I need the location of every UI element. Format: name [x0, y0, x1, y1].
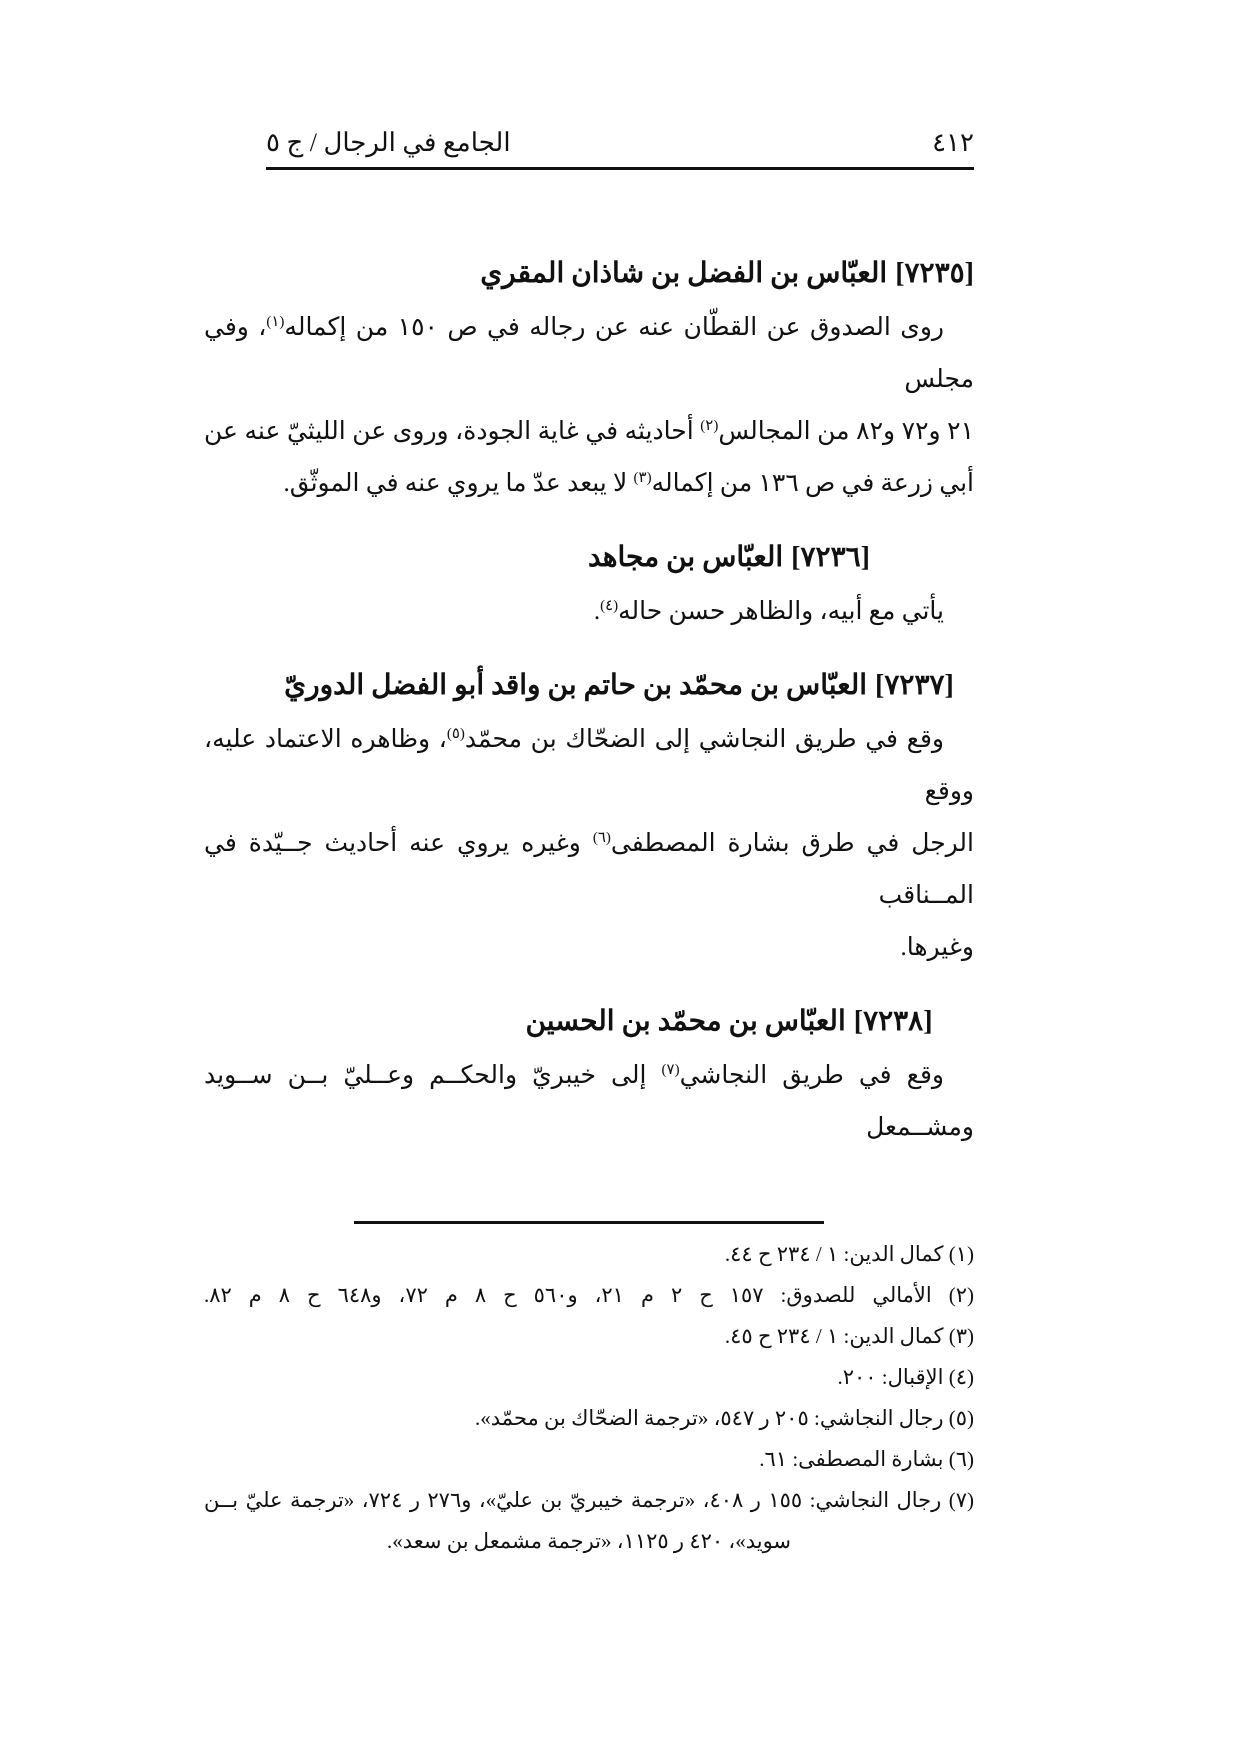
body-line: ٢١ و٧٢ و٨٢ من المجالس$^{(٢)}$ أحاديثه في غاية الجودة، وروى عن الليثيّ عنه عن [204, 418, 975, 445]
entries-section [204, 253, 974, 1154]
body-line: أبي زرعة في ص ١٣٦ من إكماله$^{(٣)}$ لا يبعد عدّ ما يروي عنه في الموثّق. [283, 470, 974, 497]
footnote-ref: (٤) [600, 598, 619, 614]
entry [204, 665, 974, 974]
footnote-line: (٢) الأمالي للصدوق: ١٥٧ ح ٢ م ٢١، و٥٦٠ ح ٨ م ٧٢، و٦٤٨ ح ٨ م ٨٢. [204, 1283, 974, 1307]
footnote-ref: (١) [266, 314, 285, 330]
entry-body [204, 586, 974, 638]
footnote-item [204, 1316, 974, 1357]
entry-heading [204, 665, 974, 707]
footnote-line: (٥) رجال النجاشي: ٢٠٥ ر ٥٤٧، «ترجمة الضحّاك بن محمّد». [475, 1406, 974, 1430]
footnote-ref: (٦) [592, 830, 611, 846]
footnote-item [204, 1234, 974, 1275]
entry-number: [٧٢٣٥] [895, 258, 974, 289]
footnote-line: (٣) كمال الدين: ١ / ٢٣٤ ح ٤٥. [724, 1324, 974, 1348]
body-line: روى الصدوق عن القطّان عنه عن رجاله في ص ١٥٠ من إكماله$^{(١)}$، وفي مجلس [204, 314, 974, 393]
entry-number: [٧٢٣٧] [875, 670, 954, 701]
text-block [204, 0, 974, 1562]
body-line: الرجل في طرق بشارة المصطفى$^{(٦)}$ وغيره يروي عنه أحاديث جــيّدة في المــناقب [204, 830, 975, 909]
entry-number: [٧٢٣٨] [853, 1006, 933, 1037]
entry [204, 253, 974, 510]
footnote-item [204, 1357, 974, 1398]
entry-body [204, 714, 974, 974]
footnote-item [204, 1398, 974, 1439]
entry [204, 1001, 974, 1154]
footnote-ref: (٣) [633, 470, 652, 486]
footnote-ref: (٥) [446, 726, 465, 742]
entry-heading [204, 253, 974, 295]
entry-heading [204, 537, 974, 579]
footnote-line: (٧) رجال النجاشي: ١٥٥ ر ٤٠٨، «ترجمة خيبريّ بن عليّ»، و٢٧٦ ر ٧٢٤، «ترجمة عليّ بــن [204, 1488, 974, 1512]
footnote-line: (٤) الإقبال: ٢٠٠. [837, 1365, 974, 1389]
entry-name: العبّاس بن محمّد بن حاتم بن واقد أبو الفضل الدوريّ [284, 670, 868, 701]
entry-number: [٧٢٣٦] [791, 542, 870, 573]
running-header [266, 128, 974, 170]
footnote-line: (١) كمال الدين: ١ / ٢٣٤ ح ٤٤. [724, 1242, 974, 1266]
footnote-ref: (٧) [661, 1062, 680, 1078]
page-number: ٤١٢ [932, 128, 974, 157]
running-title: الجامع في الرجال / ج ٥ [266, 128, 511, 157]
footnote-separator [354, 1221, 824, 1224]
footnote-line: سويد»، ٤٢٠ ر ١١٢٥، «ترجمة مشمعل بن سعد». [386, 1529, 792, 1553]
entry-name: العبّاس بن الفضل بن شاذان المقري [480, 258, 888, 289]
body-line: وغيرها. [900, 934, 974, 961]
footnote-item [204, 1275, 974, 1316]
entry-body [204, 1050, 974, 1154]
entry-name: العبّاس بن مجاهد [588, 542, 784, 573]
entry-heading [204, 1001, 974, 1043]
body-line: وقع في طريق النجاشي إلى الضحّاك بن محمّد$^{(٥)}$، وظاهره الاعتماد عليه، ووقع [204, 726, 974, 805]
entry-name: العبّاس بن محمّد بن الحسين [525, 1006, 846, 1037]
footnote-item [204, 1439, 974, 1480]
entry-body [204, 302, 974, 510]
footnote-line: (٦) بشارة المصطفى: ٦١. [759, 1447, 974, 1471]
footnotes-section [204, 1234, 974, 1562]
body-line: يأتي مع أبيه، والظاهر حسن حاله$^{(٤)}$. [593, 598, 944, 625]
footnote-item [204, 1480, 974, 1562]
footnote-ref: (٢) [700, 418, 719, 434]
entry [204, 537, 974, 638]
body-line: وقع في طريق النجاشي$^{(٧)}$ إلى خيبريّ والحكــم وعــليّ بــن ســويد ومشــمعل [204, 1062, 974, 1141]
